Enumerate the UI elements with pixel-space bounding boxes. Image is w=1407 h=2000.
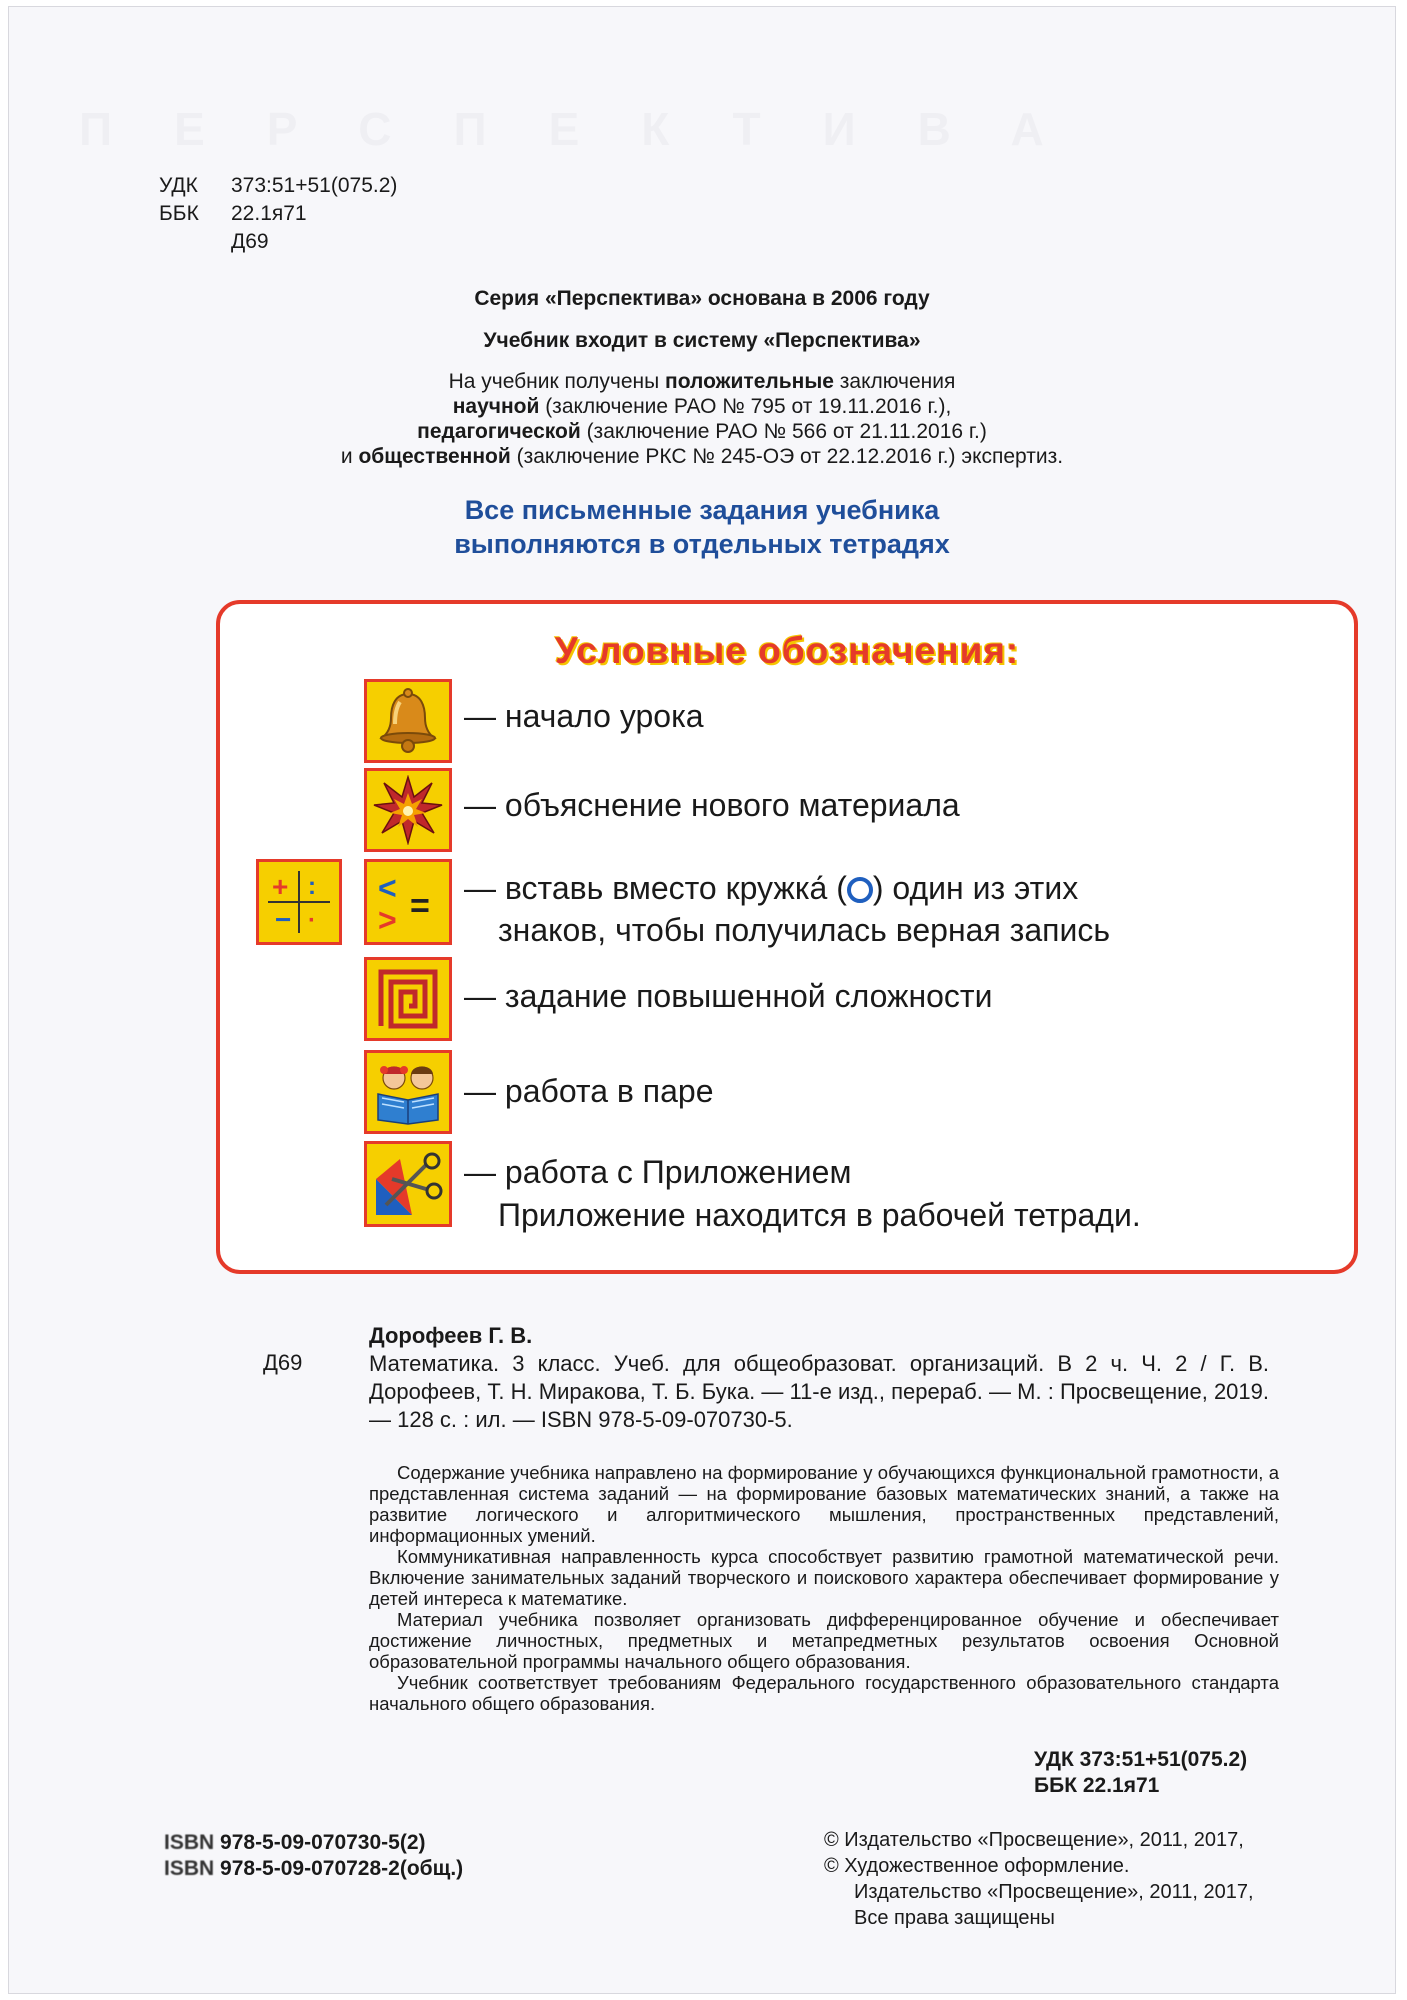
kids-reading-icon: [364, 1050, 452, 1134]
signs-text: ) один из этих: [872, 870, 1079, 906]
bbk-label: ББК: [159, 202, 199, 225]
bbk-value: 22.1я71: [231, 202, 307, 225]
conclusion-bold: научной: [452, 395, 540, 418]
circle-icon: [847, 877, 873, 903]
annotation-paragraph: Коммуникативная направленность курса способствует развитию грамотной математической речи. Включение занимательных заданий творческого и поискового характера обеспечивает формирование у детей интереса к математике.: [369, 1546, 1279, 1609]
legend-item-signs-line1: [464, 867, 1078, 909]
copyright-line: Все права защищены: [854, 1907, 1055, 1929]
spiral-maze-icon: [364, 957, 452, 1041]
udk-value: 373:51+51(075.2): [231, 174, 398, 197]
copyright-block: [824, 1827, 1254, 1931]
conclusion-text: (заключение РАО № 566 от 21.11.2016 г.): [580, 420, 987, 443]
isbn-label: ISBN: [164, 1831, 215, 1854]
bib-description: Математика. 3 класс. Учеб. для общеобразоват. организаций. В 2 ч. Ч. 2 / Г. В. Дорофеев, Т. Н. Миракова, Т. Б. Бука. — 11-е изд., перераб. — М. : Просвещение, 2019. — 128 с. : ил. — ISBN 978-5-09-070730-5.: [369, 1351, 1269, 1432]
legend-item-appendix-line2: Приложение находится в рабочей тетради.: [498, 1197, 1141, 1233]
copyright-line: Издательство «Просвещение», 2011, 2017,: [854, 1881, 1254, 1903]
bib-code: Д69: [263, 1350, 303, 1375]
star-burst-icon: [364, 768, 452, 852]
bibliography: [369, 1322, 1269, 1434]
legend-item-appendix-line1: — работа с Приложением: [464, 1154, 852, 1190]
conclusion-text: На учебник получены: [448, 370, 666, 393]
conclusion-text: (заключение РАО № 795 от 19.11.2016 г.),: [539, 395, 952, 418]
series-line: Серия «Перспектива» основана в 2006 году: [474, 287, 930, 310]
conclusion-text: (заключение РКС № 245-ОЭ от 22.12.2016 г.) экспертиз.: [510, 445, 1064, 468]
annotation-paragraph: Содержание учебника направлено на формирование у обучающихся функциональной грамотности, а представленная система заданий — на формирование базовых математических знаний, а также на развитие логического и алгоритмического мышления, пространственных представлений, информационных умений.: [369, 1462, 1279, 1546]
footer-bbk: ББК 22.1я71: [1034, 1774, 1160, 1797]
conclusion-bold: общественной: [358, 445, 511, 468]
legend-item-new-material: — объяснение нового материала: [464, 787, 960, 823]
legend-item-hard-task: — задание повышенной сложности: [464, 978, 993, 1014]
annotation-paragraph: Материал учебника позволяет организовать дифференцированное обучение и обеспечивает достижение личностных, предметных и метапредметных результатов освоения Основной образовательной программы начального общего образования.: [369, 1609, 1279, 1672]
svg-text:−: −: [275, 904, 292, 935]
svg-text:<: <: [378, 870, 397, 906]
system-line: Учебник входит в систему «Перспектива»: [483, 329, 921, 352]
bib-author: Дорофеев Г. В.: [369, 1323, 533, 1348]
author-code: Д69: [231, 230, 269, 253]
legend-title: Условные обозначения:: [554, 630, 1020, 671]
svg-text:+: +: [272, 871, 289, 902]
udk-label: УДК: [159, 174, 198, 197]
copyright-line: © Художественное оформление.: [824, 1855, 1130, 1877]
comparison-signs-icon: [364, 859, 452, 945]
bell-icon: [364, 679, 452, 763]
legend-box: [216, 600, 1358, 1274]
written-note-line: выполняются в отдельных тетрадях: [454, 529, 950, 559]
isbn-block: [164, 1830, 463, 1882]
isbn-label: ISBN: [164, 1857, 215, 1880]
footer-classification: [1034, 1747, 1247, 1799]
footer-udk: УДК 373:51+51(075.2): [1034, 1748, 1248, 1771]
show-through-text: ПЕРСПЕКТИВА: [79, 103, 1106, 155]
legend-item-signs-line2: знаков, чтобы получилась верная запись: [498, 912, 1110, 948]
signs-text: — вставь вместо кружка́ (: [464, 870, 847, 906]
page: [8, 6, 1396, 1994]
svg-text:·: ·: [308, 907, 316, 934]
svg-text::: :: [308, 873, 316, 900]
conclusions-block: [9, 369, 1395, 469]
legend-item-lesson-start: — начало урока: [464, 698, 704, 734]
header-classification: [159, 172, 397, 256]
arithmetic-signs-icon: [256, 859, 342, 945]
isbn-part: 978-5-09-070730-5(2): [220, 1831, 426, 1854]
annotation: [369, 1462, 1279, 1714]
conclusion-bold: педагогической: [417, 420, 581, 443]
isbn-general: 978-5-09-070728-2(общ.): [220, 1857, 464, 1880]
conclusion-text: заключения: [833, 370, 956, 393]
copyright-line: © Издательство «Просвещение», 2011, 2017,: [824, 1829, 1244, 1851]
legend-item-pair-work: — работа в паре: [464, 1073, 714, 1109]
conclusion-bold: положительные: [665, 370, 834, 393]
written-tasks-note: [9, 493, 1395, 561]
annotation-paragraph: Учебник соответствует требованиям Федерального государственного образовательного стандарта начального общего образования.: [369, 1672, 1279, 1714]
scissors-icon: [364, 1141, 452, 1227]
svg-text:=: =: [410, 887, 430, 925]
written-note-line: Все письменные задания учебника: [464, 495, 940, 525]
conclusion-text: и: [340, 445, 359, 468]
svg-text:>: >: [378, 902, 397, 937]
